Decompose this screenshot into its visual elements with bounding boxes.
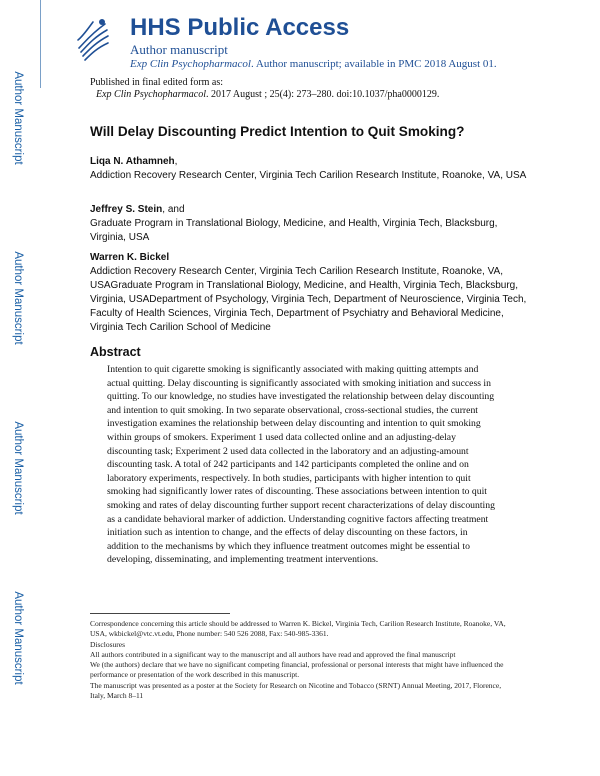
side-label: Author Manuscript bbox=[12, 71, 24, 165]
conflicts-note: We (the authors) declare that we have no significant competing financial, professional or personal interests that might have influenced the performance or presentation of the work described in this manuscript. bbox=[90, 660, 504, 680]
author-manuscript-label: Author manuscript bbox=[130, 42, 228, 57]
footnote-divider bbox=[90, 613, 230, 614]
author-name: Warren K. Bickel bbox=[90, 252, 170, 263]
side-label: Author Manuscript bbox=[12, 251, 24, 345]
citation bbox=[96, 89, 439, 100]
availability-line bbox=[130, 58, 497, 70]
correspondence-note: Correspondence concerning this article should be addressed to Warren K. Bickel, Virginia Tech, Carilion Research Institute, Roanoke, VA, USA, wkbickel@vtc.vt.edu, Phone number: 540 526 2088, Fax: 540-985-3361. bbox=[90, 619, 506, 639]
citation-journal: Exp Clin Psychopharmacol bbox=[96, 89, 206, 100]
journal-abbrev: Exp Clin Psychopharmacol bbox=[130, 58, 251, 70]
side-rule bbox=[40, 0, 41, 88]
side-label-strip bbox=[0, 0, 40, 776]
author-affiliation: Graduate Program in Translational Biology, Medicine, and Health, Virginia Tech, Blacksburg, Virginia, USA bbox=[90, 218, 498, 243]
citation-details: . 2017 August ; 25(4): 273–280. doi:10.1037/pha0000129. bbox=[205, 89, 440, 100]
author-affiliation: Addiction Recovery Research Center, Virginia Tech Carilion Research Institute, Roanoke, VA, USA bbox=[90, 170, 527, 181]
availability-text: . Author manuscript; available in PMC 2018 August 01. bbox=[250, 58, 497, 70]
presentation-note: The manuscript was presented as a poster at the Society for Research on Nicotine and Tobacco (SRNT) Annual Meeting, 2017, Florence, Italy, March 8–11 bbox=[90, 680, 502, 701]
author-affiliation: Addiction Recovery Research Center, Virginia Tech Carilion Research Institute, Roanoke, VA, USAGraduate Program in Translational Biology, Medicine, and Health, Virginia Tech, Blacksburg, Virginia, USADepartment of Psychology, Virginia Tech, Department of Neuroscience, Virginia Tech, Faculty of Health Sciences, Virginia Tech, Department of Psychiatry and Behavioral Medicine, Virginia Tech Carilion School of Medicine bbox=[90, 266, 527, 333]
disclosures-heading: Disclosures bbox=[90, 639, 125, 649]
author-name: Liqa N. Athamneh, bbox=[90, 156, 178, 167]
hhs-title: HHS Public Access bbox=[130, 14, 350, 41]
side-label: Author Manuscript bbox=[12, 591, 24, 685]
abstract-heading: Abstract bbox=[90, 345, 141, 359]
abstract-body: Intention to quit cigarette smoking is significantly associated with making quitting attempts and actual quitting. Delay discounting is significantly associated with smoking initiation and success in quitting. To our knowledge, no studies have investigated the relationship between delay discounting and intention to quit smoking. In two separate observational, cross-sectional studies, the current investigation examines the relationship between delay discounting and intention to quit smoking within groups of smokers. Experiment 1 used data collected online and an adjusting-delay discounting task; Experiment 2 used data collected in the laboratory and an adjusting-amount discounting task. A total of 242 participants and 142 participants completed the online and on laboratory experiments, respectively. In both studies, participants with higher intention to quit smoking had significantly lower rates of discounting. These associations between intention to quit smoking and rates of delay discounting further support recent characterizations of delay discounting as a candidate behavioral marker of addiction. Understanding cognitive factors affecting treatment initiation such as intention to change, and the effects of delay discounting on these factors, in addition to the mechanisms by which they influence treatment outcomes might be essential to developing, disseminating, and implementing treatment interventions. bbox=[107, 364, 495, 566]
author-block bbox=[90, 155, 530, 183]
side-label: Author Manuscript bbox=[12, 421, 24, 515]
published-label: Published in final edited form as: bbox=[90, 77, 224, 88]
author-block bbox=[90, 203, 530, 245]
contributions-note: All authors contributed in a significant way to the manuscript and all authors have read and approved the final manuscript bbox=[90, 649, 456, 659]
footnotes bbox=[90, 619, 510, 701]
paper-title: Will Delay Discounting Predict Intention to Quit Smoking? bbox=[90, 124, 465, 139]
hhs-eagle-icon bbox=[75, 16, 111, 62]
author-block bbox=[90, 251, 530, 335]
author-name: Jeffrey S. Stein, and bbox=[90, 204, 185, 215]
